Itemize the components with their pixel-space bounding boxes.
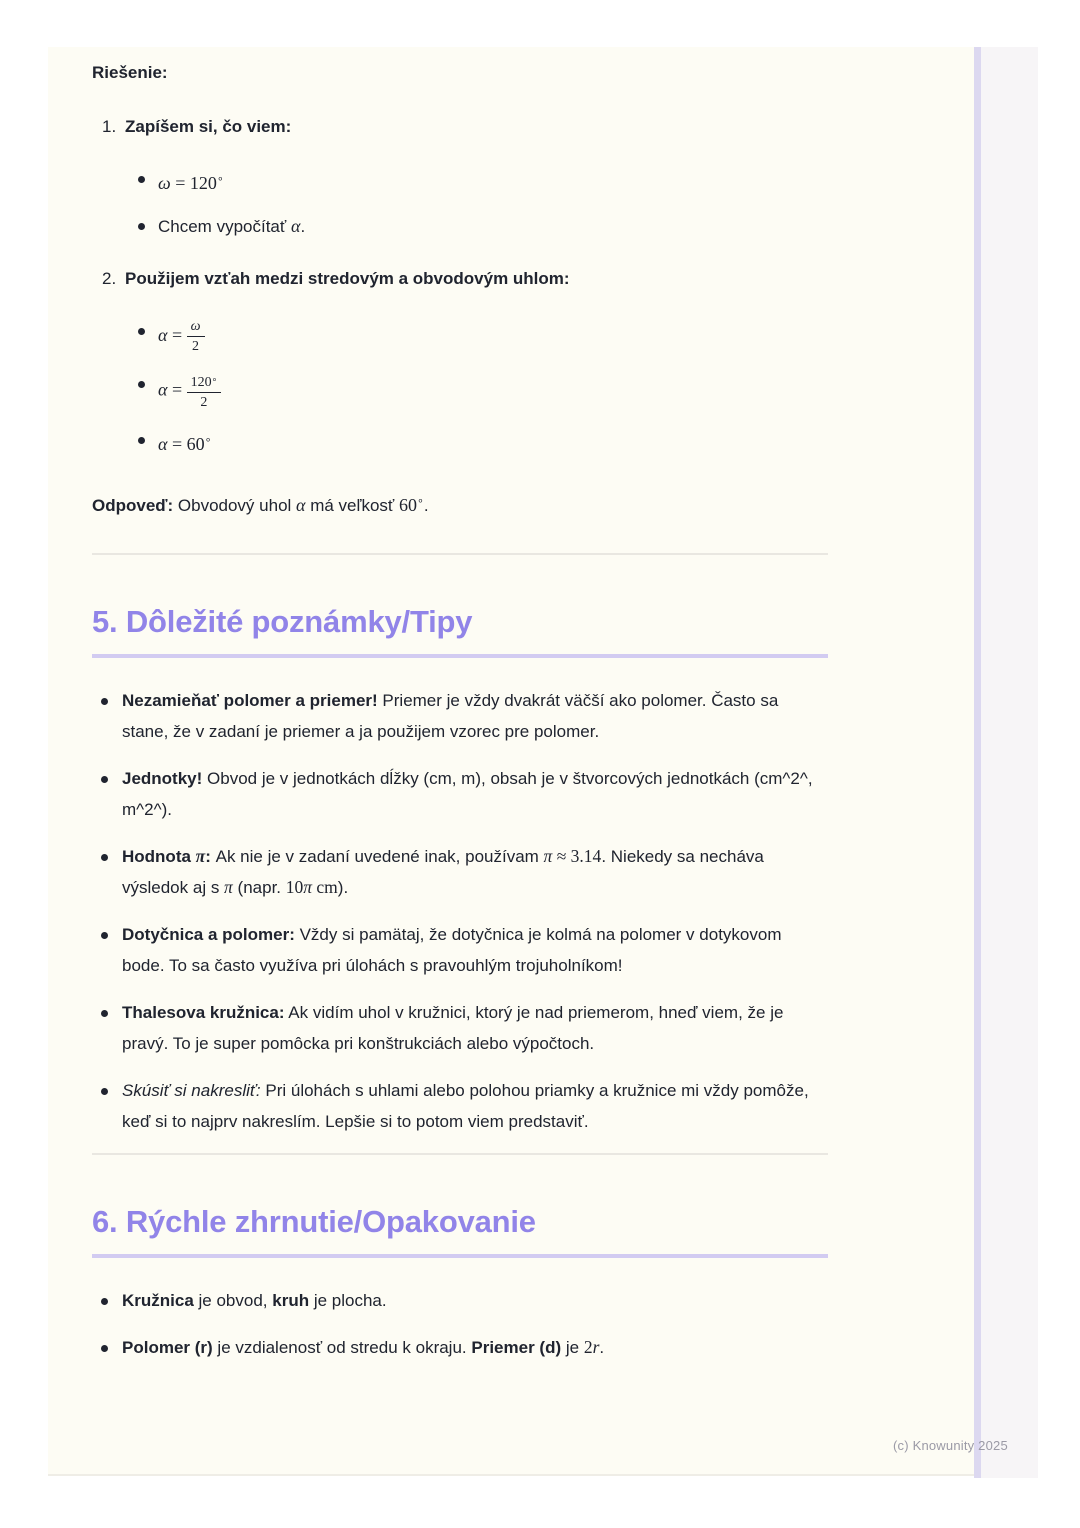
bullet-item: Thalesova kružnica: Ak vidím uhol v kružnici, ktorý je nad priemerom, hneď viem, že je pravý. To je super pomôcka pri konštrukciách alebo výpočtoch. <box>92 997 828 1059</box>
solution-title: Riešenie: <box>92 63 168 82</box>
solution-step <box>92 114 828 240</box>
page-side-strip <box>981 47 1038 1478</box>
page-content <box>48 47 974 1363</box>
math-line: ω = 120∘ <box>125 166 828 197</box>
step-math-list <box>125 166 828 240</box>
math-line: α = 60∘ <box>125 427 828 458</box>
solution-step <box>92 266 828 458</box>
section-divider <box>92 553 828 555</box>
section-5-bullet-list <box>92 685 828 1137</box>
step-number: 1. <box>102 117 117 136</box>
watermark: (c) Knowunity 2025 <box>893 1438 1008 1453</box>
section-divider-2 <box>92 1153 828 1155</box>
degree-symbol: ∘ <box>417 495 424 507</box>
bullet-item: Hodnota π: Ak nie je v zadaní uvedené inak, používam π ≈ 3.14. Niekedy sa necháva výsledok aj s π (napr. 10π cm). <box>92 841 828 903</box>
fraction: $\frac{\omega}{2}$ <box>187 318 205 355</box>
degree-symbol: ∘ <box>204 434 212 446</box>
page-edge-line <box>974 47 981 1478</box>
solution-steps-list <box>92 114 828 458</box>
bullet-item: Nezamieňať polomer a priemer! Priemer je vždy dvakrát väčší ako polomer. Často sa stane, že v zadaní je priemer a ja použijem vzorec pre polomer. <box>92 685 828 747</box>
heading-underline-2 <box>92 1254 828 1258</box>
section-5-title: 5. Dôležité poznámky/Tipy <box>92 604 473 639</box>
bullet-item: Polomer (r) je vzdialenosť od stredu k okraju. Priemer (d) je 2r. <box>92 1332 828 1363</box>
math-line: Chcem vypočítať α. <box>125 213 828 240</box>
degree-symbol: ∘ <box>216 173 224 185</box>
bullet-item: Jednotky! Obvod je v jednotkách dĺžky (cm, m), obsah je v štvorcových jednotkách (cm^2^, m^2^). <box>92 763 828 825</box>
section-6-title: 6. Rýchle zhrnutie/Opakovanie <box>92 1204 536 1239</box>
bullet-item: Skúsiť si nakresliť: Pri úlohách s uhlami alebo polohou priamky a kružnice mi vždy pomôže, keď si to najprv nakreslím. Lepšie si to potom viem predstaviť. <box>92 1075 828 1137</box>
math-line: α = $\frac{\omega}{2}$ <box>125 318 828 355</box>
bullet-item: Dotyčnica a polomer: Vždy si pamätaj, že dotyčnica je kolmá na polomer v dotykovom bode. To sa často využíva pri úlohách s pravouhlým trojuholníkom! <box>92 919 828 981</box>
math-line: α = $\frac{120^\circ}{2}$ <box>125 371 828 411</box>
section-6-bullet-list <box>92 1285 828 1363</box>
step-label: Použijem vzťah medzi stredovým a obvodovým uhlom: <box>125 269 570 288</box>
bullet-item: Kružnica je obvod, kruh je plocha. <box>92 1285 828 1316</box>
heading-underline <box>92 654 828 658</box>
step-math-list <box>125 318 828 458</box>
step-label: Zapíšem si, čo viem: <box>125 117 292 136</box>
answer-label: Odpoveď: <box>92 496 174 515</box>
answer-line <box>92 488 828 519</box>
notes-page <box>48 47 974 1476</box>
degree-symbol: ∘ <box>211 374 218 384</box>
answer-text: Obvodový uhol α má veľkosť 60∘. <box>173 495 429 515</box>
fraction: $\frac{120^\circ}{2}$ <box>187 371 222 411</box>
step-number: 2. <box>102 269 117 288</box>
